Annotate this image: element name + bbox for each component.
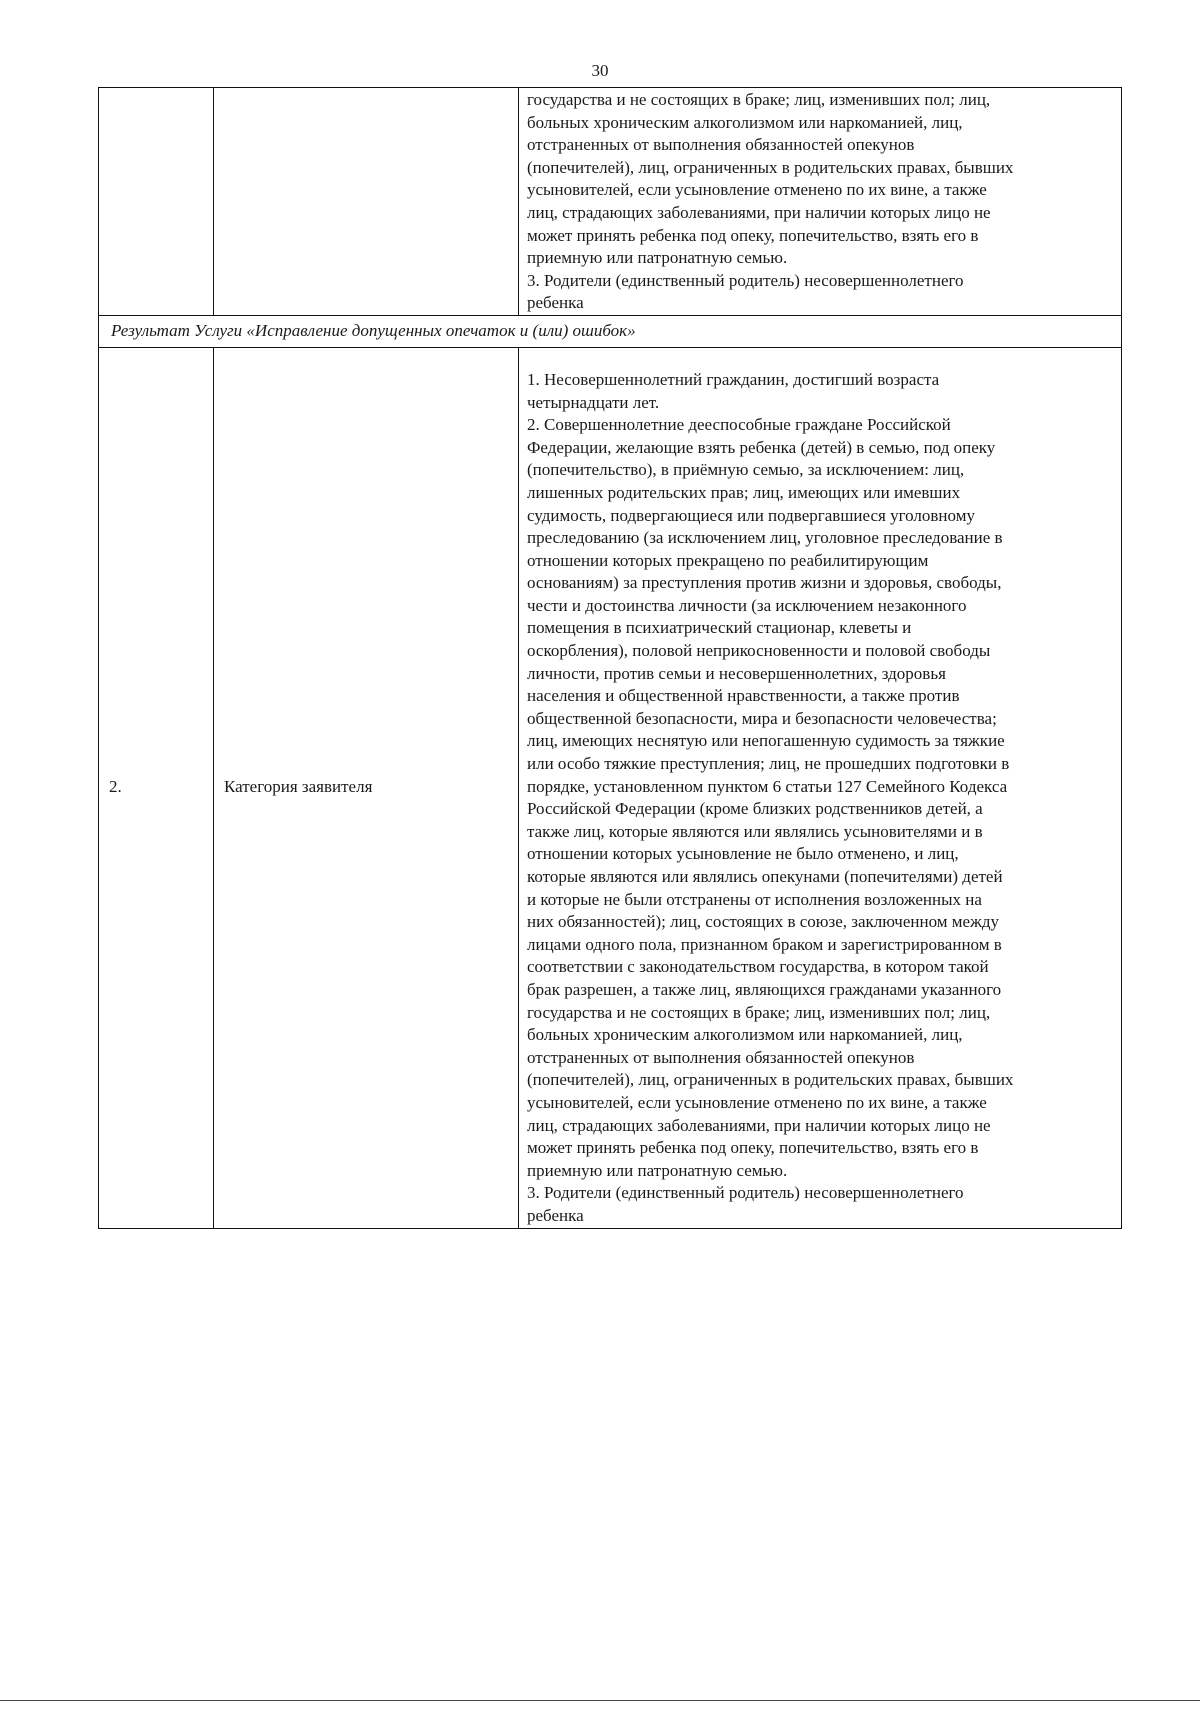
continued-text: государства и не состоящих в браке; лиц, изменивших пол; лиц, больных хроническим алкоголизмом или наркоманией, лиц, отстраненных от выполнения обязанностей опекунов (попечителей), лиц, ограниченных в родительских правах, бывших усыновителей, если усыновление отменено по их вине, а также лиц, страдающих заболеваниями, при наличии которых лицо не может принять ребенка под опеку, попечительство, взять его в приемную или патронатную семью. 3. Родители (единственный родитель) несовершеннолетнего ребенка — [527, 90, 1014, 313]
row-number-cell — [99, 347, 214, 1228]
row-number-cell — [99, 88, 214, 316]
scan-edge-line — [0, 1700, 1200, 1701]
section-title: Результат Услуги «Исправление допущенных опечаток и (или) ошибок» — [99, 315, 1122, 347]
row-category-cell — [214, 347, 519, 1228]
section-header-row — [99, 315, 1122, 347]
row-text-cell — [519, 88, 1122, 316]
applicant-category-text: 1. Несовершеннолетний гражданин, достигший возраста четырнадцати лет. 2. Совершеннолетние дееспособные граждане Российской Федерации, желающие взять ребенка (детей) в семью, под опеку (попечительство), в приёмную семью, за исключением: лиц, лишенных родительских прав; лиц, имеющих или имевших судимость, подвергающиеся или подвергавшиеся уголовному преследованию (за исключением лиц, уголовное преследование в отношении которых прекращено по реабилитирующим основаниям) за преступления против жизни и здоровья, свободы, чести и достоинства личности (за исключением незаконного помещения в психиатрический стационар, клеветы и оскорбления), половой неприкосновенности и половой свободы личности, против семьи и несовершеннолетних, здоровья населения и общественной нравственности, а также против общественной безопасности, мира и безопасности человечества; лиц, имеющих неснятую или непогашенную судимость за тяжкие или особо тяжкие преступления; лиц, не прошедших подготовки в порядке, установленном пунктом 6 статьи 127 Семейного Кодекса Российской Федерации (кроме близких родственников детей, а также лиц, которые являются или являлись усыновителями и в отношении которых усыновление не было отменено, и лиц, которые являются или являлись опекунами (попечителями) детей и которые не были отстранены от исполнения возложенных на них обязанностей); лиц, состоящих в союзе, заключенном между лицами одного пола, признанном браком и зарегистрированном в соответствии с законодательством государства, в котором такой брак разрешен, а также лиц, являющихся гражданами указанного государства и не состоящих в браке; лиц, изменивших пол; лиц, больных хроническим алкоголизмом или наркоманией, лиц, отстраненных от выполнения обязанностей опекунов (попечителей), лиц, ограниченных в родительских правах, бывших усыновителей, если усыновление отменено по их вине, а также лиц, страдающих заболеваниями, при наличии которых лицо не может принять ребенка под опеку, попечительство, взять его в приемную или патронатную семью. 3. Родители (единственный родитель) несовершеннолетнего ребенка — [527, 369, 1014, 1225]
table-row — [99, 347, 1122, 1228]
row-text-cell — [519, 347, 1122, 1228]
row-category: Категория заявителя — [224, 777, 373, 797]
table-row — [99, 88, 1122, 316]
document-table — [98, 87, 1122, 1229]
row-number: 2. — [109, 777, 122, 797]
page-number: 30 — [591, 61, 609, 80]
row-category-cell — [214, 88, 519, 316]
